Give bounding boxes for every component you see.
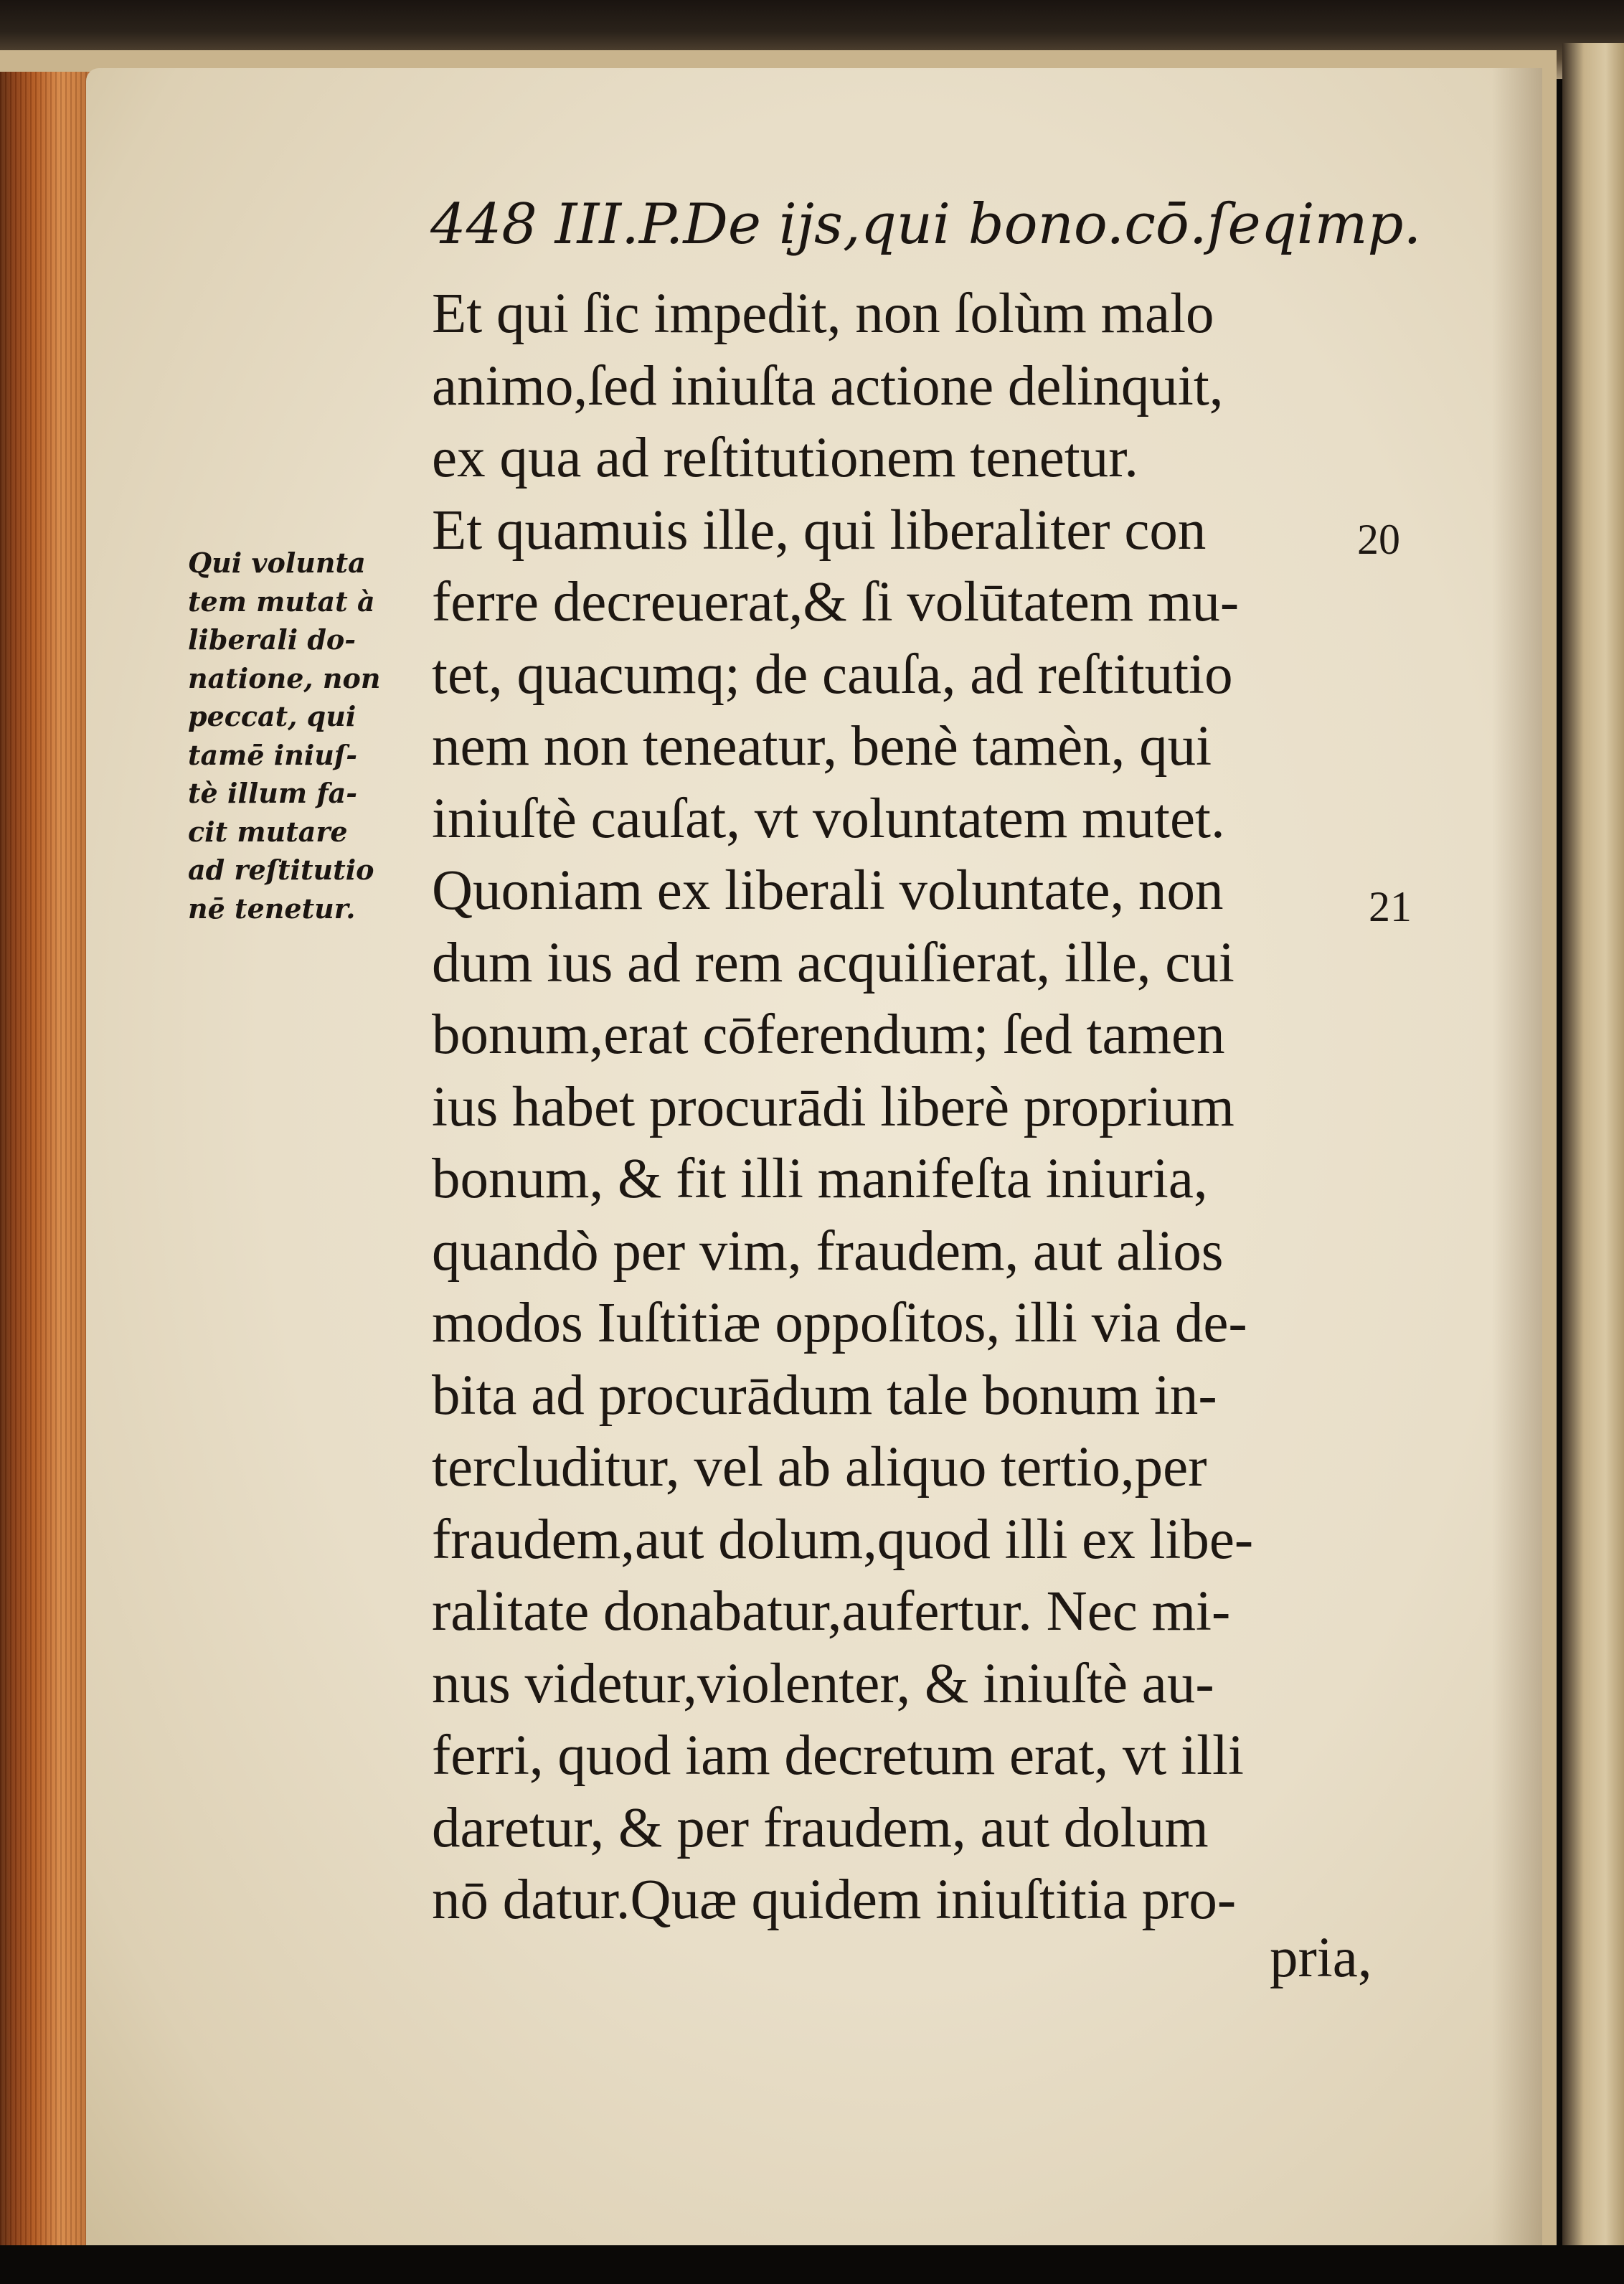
text-line: Quoniam ex liberali voluntate, non — [432, 859, 1224, 922]
line-number-21: 21 — [1369, 883, 1412, 930]
facing-page-edge — [1562, 43, 1624, 2252]
text-line: ex qua ad reſtitutionem tenetur. — [432, 427, 1138, 489]
text-line: ralitate donabatur,aufertur. Nec mi- — [432, 1580, 1231, 1643]
text-line: tercluditur, vel ab aliquo tertio,per — [432, 1436, 1207, 1499]
text-line: ferri, quod iam decretum erat, vt illi — [432, 1724, 1244, 1787]
gutter-shadow — [1492, 68, 1542, 2249]
text-line: modos Iuſtitiæ oppoſitos, illi via de- — [432, 1292, 1247, 1354]
text-line: dum ius ad rem acquiſierat, ille, cui — [432, 931, 1234, 994]
text-line: nem non teneatur, benè tamèn, qui — [432, 715, 1212, 778]
text-line: Et qui ſic impedit, non ſolùm malo — [432, 283, 1214, 345]
margin-note-line: tem mutat à — [188, 585, 375, 618]
text-line: tet, quacumq; de cauſa, ad reſtitutio — [432, 643, 1233, 706]
margin-note-line: liberali do- — [188, 623, 357, 656]
margin-note-line: tamē iniuſ- — [188, 738, 358, 771]
text-line: ius habet procurādi liberè proprium — [432, 1075, 1234, 1138]
text-line: quandò per vim, fraudem, aut alios — [432, 1219, 1224, 1283]
margin-note-line: natione, non — [188, 661, 381, 694]
book-bottom-edge — [0, 2245, 1624, 2284]
margin-note-line: peccat, qui — [188, 700, 357, 732]
text-line: animo,ſed iniuſta actione delinquit, — [432, 354, 1224, 417]
margin-note-line: ad reſtitutio — [188, 854, 374, 886]
text-line: Et quamuis ille, qui liberaliter con — [432, 499, 1207, 562]
margin-note-line: tè illum fa- — [188, 777, 358, 809]
catchword: pria, — [1270, 1927, 1372, 1989]
text-line: daretur, & per fraudem, aut dolum — [432, 1796, 1209, 1859]
text-line: nō datur.Quæ quidem iniuſtitia pro- — [432, 1869, 1237, 1931]
text-line: bonum,erat cōferendum; ſed tamen — [432, 1004, 1225, 1066]
text-line: fraudem,aut dolum,quod illi ex libe- — [432, 1508, 1254, 1571]
text-line: bita ad procurādum tale bonum in- — [432, 1364, 1217, 1427]
running-head: 448 III.P.De ijs,qui bono.cō.ſeqimp. — [430, 192, 1422, 257]
text-line: nus videtur,violenter, & iniuſtè au- — [432, 1652, 1214, 1715]
main-text — [432, 278, 1364, 1937]
text-line: ferre decreuerat,& ſi volūtatem mu- — [432, 571, 1240, 633]
margin-note-line: nē tenetur. — [188, 892, 356, 925]
text-line: iniuſtè cauſat, vt voluntatem mutet. — [432, 787, 1225, 850]
margin-note — [188, 544, 432, 928]
text-line: bonum, & fit illi manifeſta iniuria, — [432, 1148, 1208, 1210]
margin-note-line: Qui volunta — [188, 547, 366, 579]
margin-note-line: cit mutare — [188, 815, 348, 848]
line-number-20: 20 — [1357, 516, 1400, 563]
